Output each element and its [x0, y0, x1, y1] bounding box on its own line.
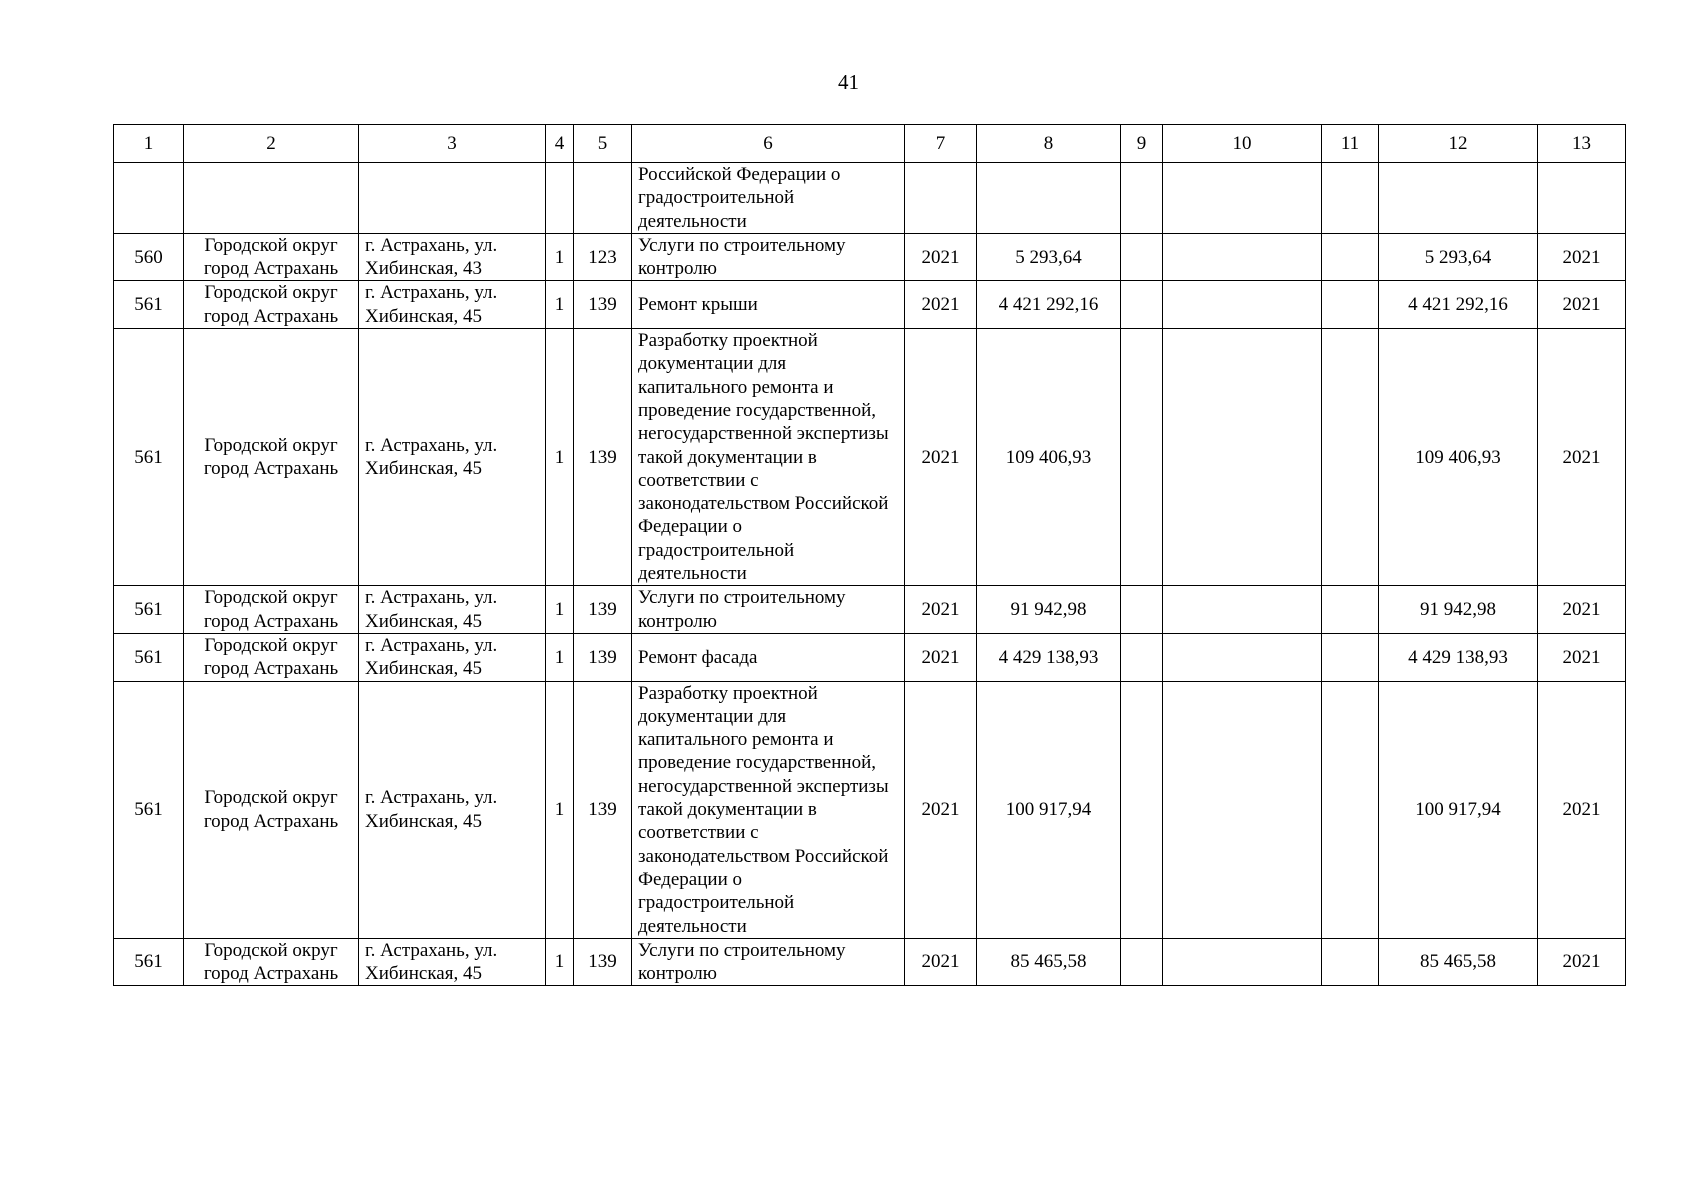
column-11-cell [1322, 281, 1379, 329]
row-number-cell: 561 [114, 633, 184, 681]
address-cell: г. Астрахань, ул. Хибинская, 45 [359, 938, 546, 986]
row-number-cell: 561 [114, 586, 184, 634]
amount-cell: 91 942,98 [977, 586, 1121, 634]
column-9-cell [1121, 233, 1163, 281]
row-number-cell: 560 [114, 233, 184, 281]
empty-cell [1538, 163, 1626, 234]
work-description-cell: Разработку проектной документации для капитального ремонта и проведение государственной, негосударственной экспертизы такой документации в соответствии с законодательством Российской Федерации о градостроительной деятельности [632, 681, 905, 938]
total-amount-cell: 5 293,64 [1379, 233, 1538, 281]
empty-cell [359, 163, 546, 234]
municipality-cell: Городской округ город Астрахань [184, 633, 359, 681]
year-cell: 2021 [905, 681, 977, 938]
column-header: 8 [977, 125, 1121, 163]
column-11-cell [1322, 586, 1379, 634]
total-amount-cell: 91 942,98 [1379, 586, 1538, 634]
column-header: 4 [546, 125, 574, 163]
column-5-cell: 139 [574, 586, 632, 634]
column-10-cell [1163, 681, 1322, 938]
table-row [114, 938, 1626, 986]
column-9-cell [1121, 938, 1163, 986]
column-11-cell [1322, 633, 1379, 681]
column-4-cell: 1 [546, 681, 574, 938]
completion-year-cell: 2021 [1538, 938, 1626, 986]
column-header: 13 [1538, 125, 1626, 163]
municipality-cell: Городской округ город Астрахань [184, 233, 359, 281]
total-amount-cell: 109 406,93 [1379, 329, 1538, 586]
work-description-cell: Услуги по строительному контролю [632, 233, 905, 281]
column-5-cell: 139 [574, 633, 632, 681]
row-number-cell: 561 [114, 938, 184, 986]
address-cell: г. Астрахань, ул. Хибинская, 45 [359, 329, 546, 586]
page-number: 41 [838, 70, 859, 94]
work-description-cell: Разработку проектной документации для капитального ремонта и проведение государственной, негосударственной экспертизы такой документации в соответствии с законодательством Российской Федерации о градостроительной деятельности [632, 329, 905, 586]
work-description-cell: Услуги по строительному контролю [632, 938, 905, 986]
column-5-cell: 139 [574, 281, 632, 329]
total-amount-cell: 85 465,58 [1379, 938, 1538, 986]
column-header: 1 [114, 125, 184, 163]
work-description-cell: Ремонт фасада [632, 633, 905, 681]
amount-cell: 85 465,58 [977, 938, 1121, 986]
column-header: 7 [905, 125, 977, 163]
column-9-cell [1121, 681, 1163, 938]
empty-cell [546, 163, 574, 234]
address-cell: г. Астрахань, ул. Хибинская, 45 [359, 586, 546, 634]
column-5-cell: 123 [574, 233, 632, 281]
work-description-cell: Услуги по строительному контролю [632, 586, 905, 634]
column-10-cell [1163, 938, 1322, 986]
empty-cell [184, 163, 359, 234]
empty-cell [1322, 163, 1379, 234]
column-9-cell [1121, 281, 1163, 329]
row-number-cell: 561 [114, 681, 184, 938]
header-row [114, 125, 1626, 163]
row-number-cell: 561 [114, 329, 184, 586]
amount-cell: 100 917,94 [977, 681, 1121, 938]
column-4-cell: 1 [546, 329, 574, 586]
column-header: 3 [359, 125, 546, 163]
completion-year-cell: 2021 [1538, 633, 1626, 681]
column-header: 9 [1121, 125, 1163, 163]
empty-cell [977, 163, 1121, 234]
year-cell: 2021 [905, 938, 977, 986]
empty-cell [574, 163, 632, 234]
year-cell: 2021 [905, 586, 977, 634]
column-11-cell [1322, 938, 1379, 986]
column-header: 6 [632, 125, 905, 163]
municipality-cell: Городской округ город Астрахань [184, 281, 359, 329]
empty-cell [1163, 163, 1322, 234]
column-11-cell [1322, 233, 1379, 281]
total-amount-cell: 4 429 138,93 [1379, 633, 1538, 681]
column-11-cell [1322, 681, 1379, 938]
amount-cell: 4 429 138,93 [977, 633, 1121, 681]
completion-year-cell: 2021 [1538, 281, 1626, 329]
empty-cell [1121, 163, 1163, 234]
column-header: 2 [184, 125, 359, 163]
column-5-cell: 139 [574, 329, 632, 586]
column-10-cell [1163, 586, 1322, 634]
amount-cell: 109 406,93 [977, 329, 1121, 586]
empty-cell [1379, 163, 1538, 234]
total-amount-cell: 4 421 292,16 [1379, 281, 1538, 329]
work-description-cell: Ремонт крыши [632, 281, 905, 329]
empty-cell [114, 163, 184, 234]
column-9-cell [1121, 633, 1163, 681]
column-10-cell [1163, 233, 1322, 281]
table-row [114, 281, 1626, 329]
table-row [114, 633, 1626, 681]
completion-year-cell: 2021 [1538, 233, 1626, 281]
empty-cell [905, 163, 977, 234]
completion-year-cell: 2021 [1538, 586, 1626, 634]
column-4-cell: 1 [546, 233, 574, 281]
table-row [114, 681, 1626, 938]
total-amount-cell: 100 917,94 [1379, 681, 1538, 938]
amount-cell: 4 421 292,16 [977, 281, 1121, 329]
address-cell: г. Астрахань, ул. Хибинская, 45 [359, 681, 546, 938]
column-4-cell: 1 [546, 586, 574, 634]
column-5-cell: 139 [574, 681, 632, 938]
column-9-cell [1121, 329, 1163, 586]
municipality-cell: Городской округ город Астрахань [184, 329, 359, 586]
year-cell: 2021 [905, 329, 977, 586]
amount-cell: 5 293,64 [977, 233, 1121, 281]
column-header: 11 [1322, 125, 1379, 163]
table-row [114, 233, 1626, 281]
municipality-cell: Городской округ город Астрахань [184, 586, 359, 634]
column-11-cell [1322, 329, 1379, 586]
column-4-cell: 1 [546, 938, 574, 986]
data-table [113, 124, 1626, 986]
column-9-cell [1121, 586, 1163, 634]
address-cell: г. Астрахань, ул. Хибинская, 45 [359, 633, 546, 681]
column-5-cell: 139 [574, 938, 632, 986]
year-cell: 2021 [905, 633, 977, 681]
year-cell: 2021 [905, 281, 977, 329]
column-10-cell [1163, 329, 1322, 586]
municipality-cell: Городской округ город Астрахань [184, 938, 359, 986]
completion-year-cell: 2021 [1538, 681, 1626, 938]
completion-year-cell: 2021 [1538, 329, 1626, 586]
column-4-cell: 1 [546, 633, 574, 681]
table-row [114, 329, 1626, 586]
table-row [114, 586, 1626, 634]
column-4-cell: 1 [546, 281, 574, 329]
address-cell: г. Астрахань, ул. Хибинская, 45 [359, 281, 546, 329]
work-description-cell: Российской Федерации о градостроительной деятельности [632, 163, 905, 234]
column-header: 10 [1163, 125, 1322, 163]
continuation-row [114, 163, 1626, 234]
row-number-cell: 561 [114, 281, 184, 329]
year-cell: 2021 [905, 233, 977, 281]
column-10-cell [1163, 633, 1322, 681]
column-header: 5 [574, 125, 632, 163]
column-header: 12 [1379, 125, 1538, 163]
municipality-cell: Городской округ город Астрахань [184, 681, 359, 938]
column-10-cell [1163, 281, 1322, 329]
address-cell: г. Астрахань, ул. Хибинская, 43 [359, 233, 546, 281]
